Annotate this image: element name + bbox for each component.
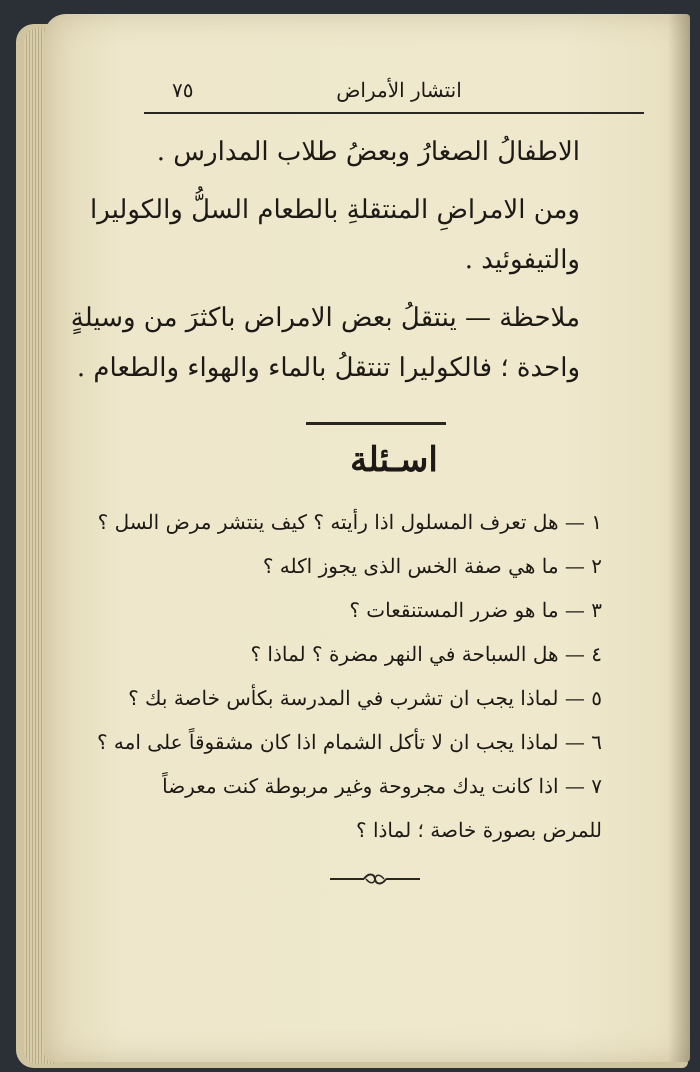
running-title: انتشار الأمراض xyxy=(336,78,462,102)
note-line: واحدة ؛ فالكوليرا تنتقلُ بالماء والهواء والطعام . xyxy=(76,353,580,383)
question-item-continuation: للمرض بصورة خاصة ؛ لماذا ؟ xyxy=(355,818,602,842)
section-divider xyxy=(306,422,446,425)
note-line: ملاحظة — ينتقلُ بعض الامراض باكثرَ من وسيلةٍ xyxy=(70,303,580,333)
question-item: ٣ — ما هو ضرر المستنقعات ؟ xyxy=(349,598,602,622)
body-line: ومن الامراضِ المنتقلةِ بالطعام السلُّ والكوليرا xyxy=(90,195,580,225)
questions-heading: اسـئلة xyxy=(350,440,438,480)
book-page xyxy=(44,14,690,1062)
body-line: والتيفوئيد . xyxy=(464,245,580,275)
question-item: ٦ — لماذا يجب ان لا تأكل الشمام اذا كان مشقوقاً على امه ؟ xyxy=(96,730,602,754)
body-line: الاطفالُ الصغارُ وبعضُ طلاب المدارس . xyxy=(156,137,580,167)
page-number: ٧٥ xyxy=(172,78,194,102)
question-item: ٥ — لماذا يجب ان تشرب في المدرسة بكأس خاصة بك ؟ xyxy=(128,686,602,710)
spine-shadow xyxy=(668,14,690,1062)
end-ornament-icon xyxy=(330,872,420,886)
question-item: ٢ — ما هي صفة الخس الذى يجوز اكله ؟ xyxy=(262,554,602,578)
question-item: ٧ — اذا كانت يدك مجروحة وغير مربوطة كنت معرضاً xyxy=(162,774,602,798)
question-item: ٤ — هل السباحة في النهر مضرة ؟ لماذا ؟ xyxy=(250,642,602,666)
question-item: ١ — هل تعرف المسلول اذا رأيته ؟ كيف ينتشر مرض السل ؟ xyxy=(97,510,602,534)
running-header xyxy=(144,72,644,114)
